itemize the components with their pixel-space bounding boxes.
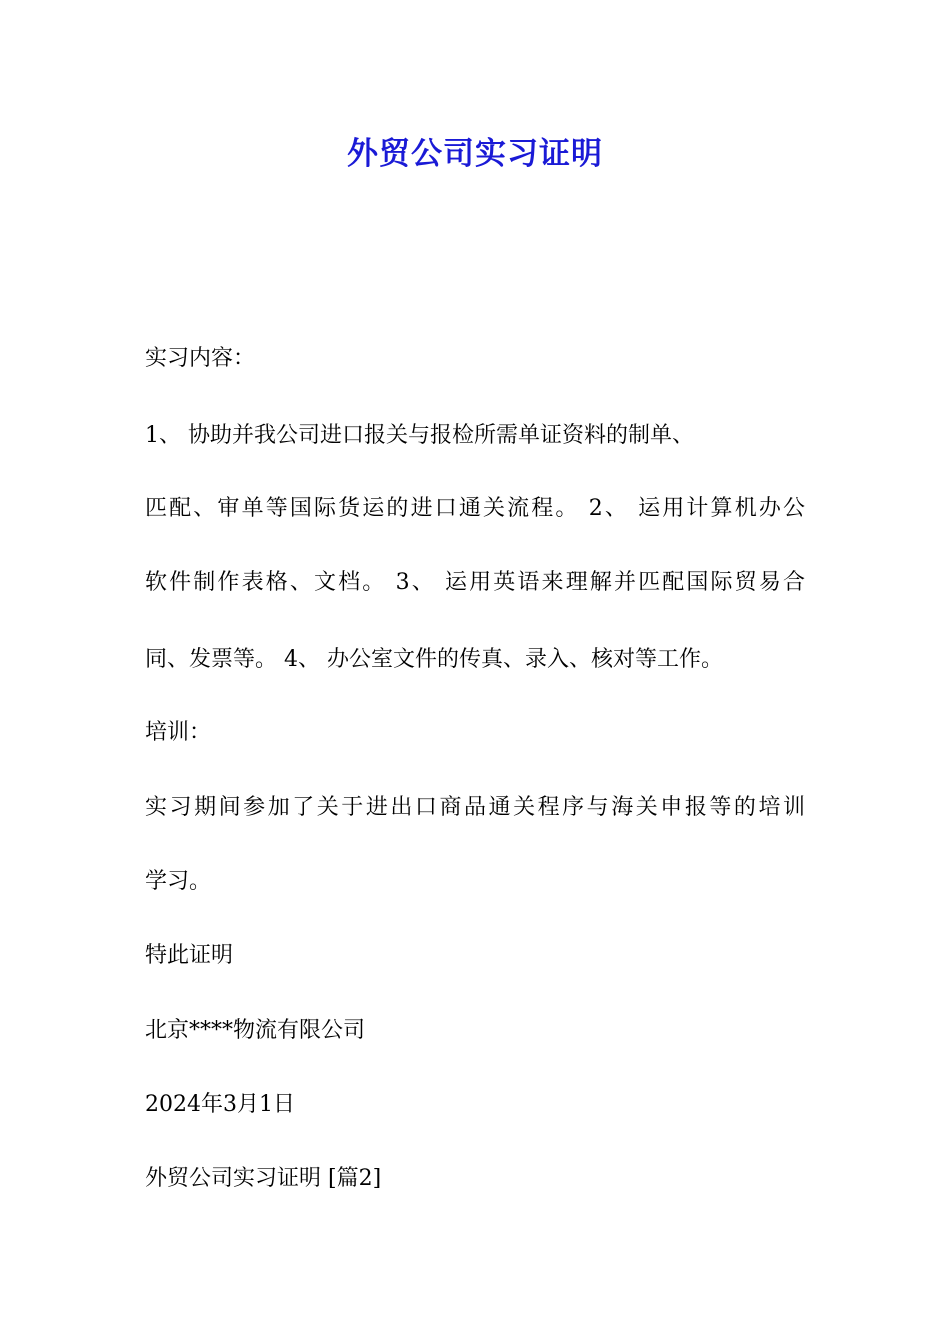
body-line: 同、发票等。 4、 办公室文件的传真、录入、核对等工作。 xyxy=(145,647,723,672)
body-line: 匹配、审单等国际货运的进口通关流程。 2、 运用计算机办公 xyxy=(145,496,805,521)
body-line: 软件制作表格、文档。 3、 运用英语来理解并匹配国际贸易合 xyxy=(145,570,805,595)
section-heading-training: 培训： xyxy=(145,720,212,745)
body-line: 实习期间参加了关于进出口商品通关程序与海关申报等的培训 xyxy=(145,795,805,820)
next-section-title: 外贸公司实习证明 [篇2] xyxy=(145,1166,382,1191)
certification-text: 特此证明 xyxy=(145,943,234,968)
body-line: 学习。 xyxy=(145,869,212,894)
company-name: 北京****物流有限公司 xyxy=(145,1018,366,1043)
section-heading-content: 实习内容： xyxy=(145,346,256,371)
document-title: 外贸公司实习证明 xyxy=(347,136,603,172)
document-date: 2024年3月1日 xyxy=(145,1092,295,1117)
body-line: 1、 协助并我公司进口报关与报检所需单证资料的制单、 xyxy=(145,423,694,448)
